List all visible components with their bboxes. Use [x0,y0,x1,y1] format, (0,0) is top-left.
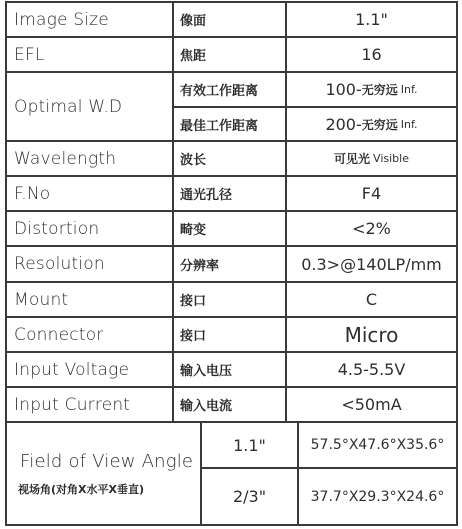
label-cn-input-current: 输入电流 [180,399,233,414]
fov-size-1: 1.1" [233,435,266,455]
value-wavelength-en: Visible [373,152,409,165]
label-cn-field-of-view: 视场角(对角X水平X垂直) [18,483,145,496]
value-best-wd-en: Inf. [400,117,418,131]
value-best-wd-main: 200- [325,114,362,134]
label-optimal-wd: Optimal W.D [14,96,123,117]
value-connector: Micro [344,322,399,347]
label-cn-resolution: 分辨率 [180,258,220,274]
value-best-wd [287,108,456,140]
label-fno: F.No [14,183,51,204]
value-input-current: <50mA [341,395,402,414]
table-border-bottom [5,524,457,526]
value-effective-wd-en: Inf. [400,83,418,96]
value-effective-wd-cn: 无穷远 [361,83,398,97]
label-efl: EFL [14,44,45,65]
label-cn-distortion: 畸变 [180,223,207,238]
column-divider [172,1,174,422]
label-image-size: Image Size [14,9,109,30]
label-input-voltage: Input Voltage [14,359,130,380]
value-wavelength-cn: 可见光 [334,152,371,166]
label-input-current: Input Current [14,394,131,415]
label-cn-input-voltage: 输入电压 [180,364,233,379]
value-input-voltage: 4.5-5.5V [337,360,406,379]
fov-size-2: 2/3" [232,487,267,506]
label-cn-efl: 焦距 [180,49,207,64]
table-border-right [456,1,458,526]
value-image-size: 1.1" [355,10,388,29]
label-connector: Connector [14,324,104,345]
value-efl: 16 [361,45,382,64]
value-fno: F4 [361,184,382,203]
fov-angle-1: 57.5°X47.6°X35.6° [310,437,445,453]
value-mount: C [365,290,378,309]
label-mount: Mount [14,289,69,310]
label-cn-mount: 接口 [180,294,207,309]
label-cn-effective-wd: 有效工作距离 [180,84,259,99]
label-cn-connector: 接口 [180,329,207,344]
value-distortion: <2% [352,219,391,238]
table-border-left [5,1,7,526]
value-wavelength [287,142,456,175]
label-cn-image-size: 像面 [180,14,207,29]
label-distortion: Distortion [14,218,100,239]
label-cn-wavelength: 波长 [180,153,207,168]
value-best-wd-cn: 无穷远 [361,117,398,132]
label-resolution: Resolution [14,254,105,274]
value-resolution: 0.3>@140LP/mm [301,254,442,274]
value-effective-wd-main: 100- [325,80,362,99]
label-cn-fno: 通光孔径 [180,188,233,203]
label-field-of-view: Field of View Angle [20,450,194,472]
fov-angle-2: 37.7°X29.3°X24.6° [310,488,445,505]
label-wavelength: Wavelength [14,148,117,169]
value-effective-wd [287,73,456,106]
label-cn-best-wd: 最佳工作距离 [180,118,259,134]
